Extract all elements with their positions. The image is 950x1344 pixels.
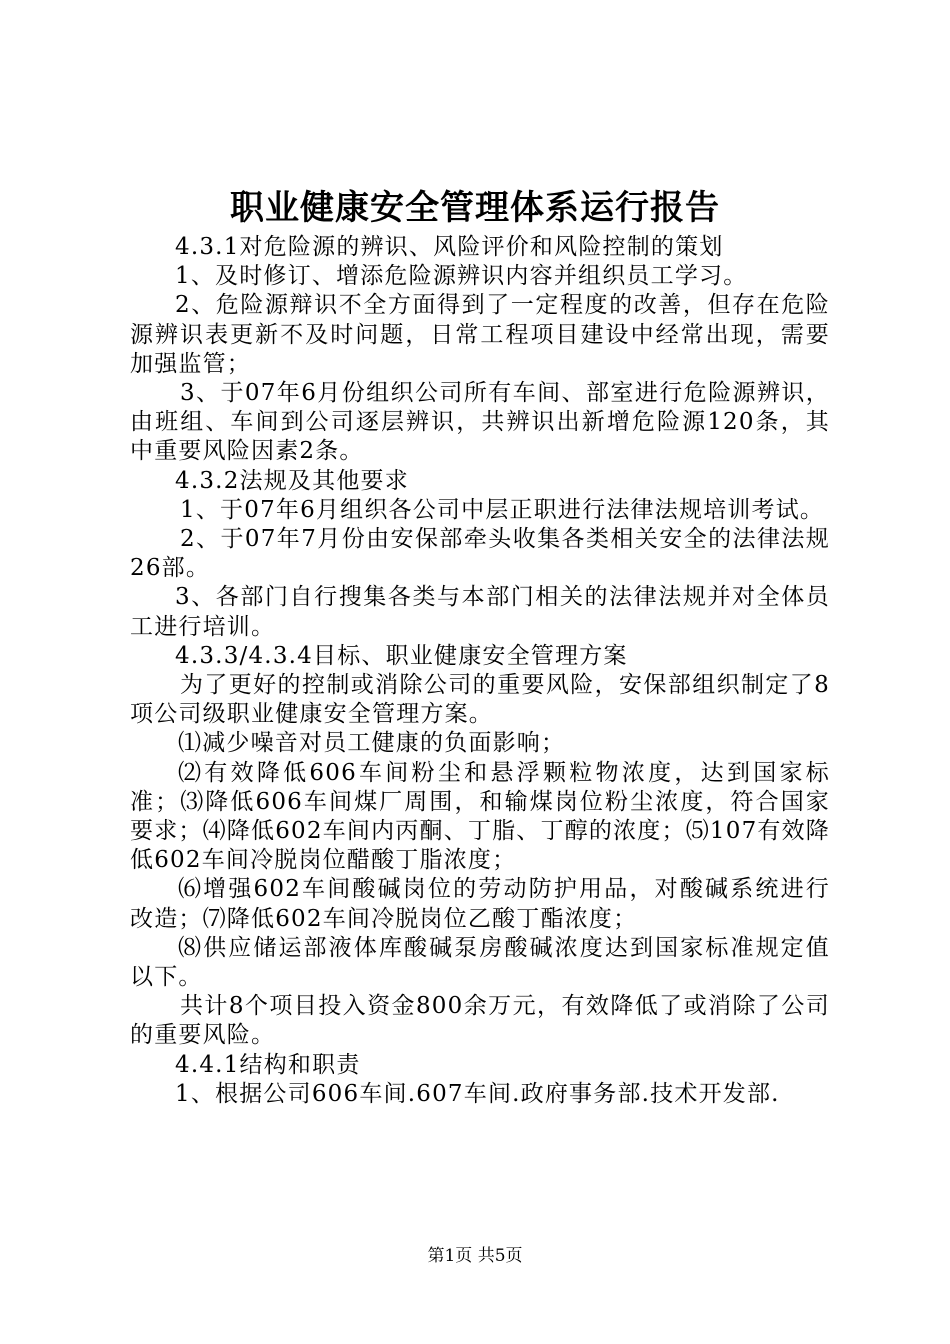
page-number-footer: 第1页 共5页 [427,1246,523,1266]
section-heading-4-3-2: 4.3.2法规及其他要求 [175,467,409,494]
paragraph-item-3: 3、于07年6月份组织公司所有车间、部室进行危险源辨识，由班组、车间到公司逐层辨识，共辨识出新增危险源120条，其中重要风险因素2条。 [130,380,830,465]
paragraph-plan-items-6-7: ⑹增强602车间酸碱岗位的劳动防护用品，对酸碱系统进行改造；⑺降低602车间冷脱岗位乙酸丁酯浓度； [130,876,830,932]
paragraph-structure-item-1: 1、根据公司606车间.607车间.政府事务部.技术开发部. [175,1080,780,1107]
paragraph-law-item-2: 2、于07年7月份由安保部牵头收集各类相关安全的法律法规26部。 [130,526,830,582]
paragraph-item-1: 1、及时修订、增添危险源辨识内容并组织员工学习。 [175,263,748,290]
paragraph-plan-items-2-5: ⑵有效降低606车间粉尘和悬浮颗粒物浓度，达到国家标准；⑶降低606车间煤厂周围，和输煤岗位粉尘浓度，符合国家要求；⑷降低602车间内丙酮、丁脂、丁醇的浓度；⑸107有效降低602车间冷脱岗位醋酸丁脂浓度； [130,759,830,874]
section-heading-4-3-1: 4.3.1对危险源的辨识、风险评价和风险控制的策划 [175,234,724,260]
paragraph-law-item-3: 3、各部门自行搜集各类与本部门相关的法律法规并对全体员工进行培训。 [130,584,830,640]
paragraph-plan-item-8: ⑻供应储运部液体库酸碱泵房酸碱浓度达到国家标准规定值以下。 [130,934,830,991]
section-heading-4-4-1: 4.4.1结构和职责 [175,1051,361,1078]
paragraph-investment-summary: 共计8个项目投入资金800余万元，有效降低了或消除了公司的重要风险。 [130,993,830,1049]
page-title: 职业健康安全管理体系运行报告 [230,188,720,228]
paragraph-plan-item-1: ⑴减少噪音对员工健康的负面影响； [178,730,566,757]
document-body [130,233,830,1109]
paragraph-law-item-1: 1、于07年6月组织各公司中层正职进行法律法规培训考试。 [180,496,825,523]
paragraph-plan-intro: 为了更好的控制或消除公司的重要风险，安保部组织制定了8项公司级职业健康安全管理方案。 [130,672,830,728]
paragraph-item-2: 2、危险源辩识不全方面得到了一定程度的改善，但存在危险源辨识表更新不及时问题，日常工程项目建设中经常出现，需要加强监管； [130,292,830,377]
section-heading-4-3-3: 4.3.3/4.3.4目标、职业健康安全管理方案 [175,642,628,669]
